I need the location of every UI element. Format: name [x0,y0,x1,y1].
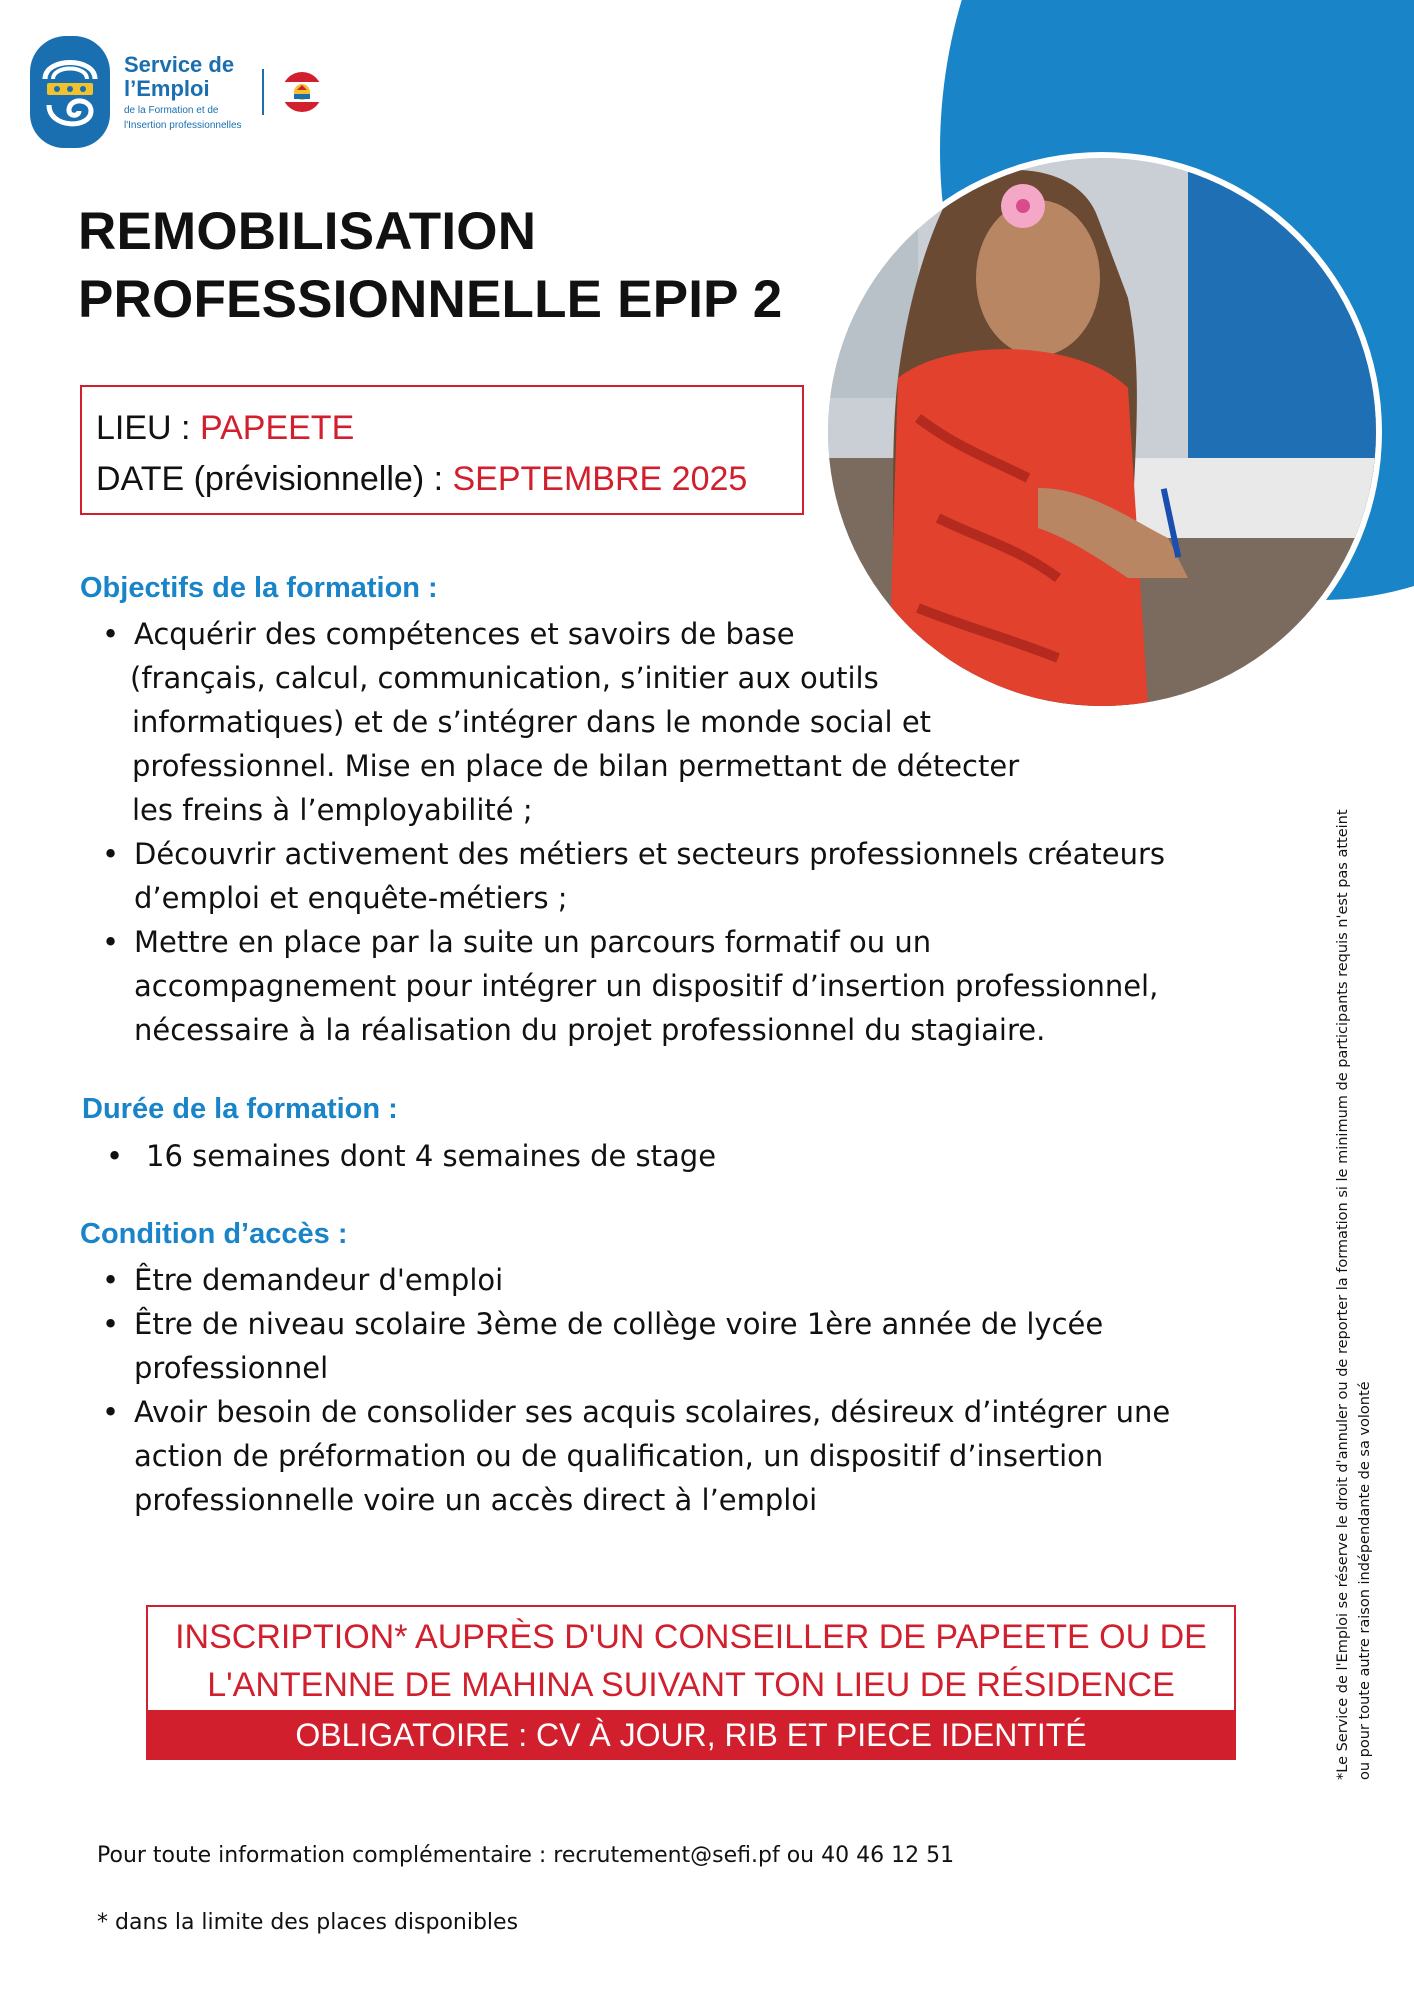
list-item [80,612,1165,832]
bullet-icon: • [102,1263,120,1297]
bullet-icon: • [102,837,120,871]
location-value: PAPEETE [199,409,355,447]
list-item-line: d’emploi et enquête-métiers ; [134,881,568,915]
logo-text [124,53,242,131]
bullet-icon: • [102,925,120,959]
list-item [80,832,1165,920]
list-item-line: (français, calcul, communication, s’initier aux outils [130,661,879,695]
logo-divider [262,69,264,115]
list-item-line: Être demandeur d'emploi [134,1263,504,1297]
list-item [80,920,1165,1052]
page-title [78,198,838,334]
disclaimer-line1: *Le Service de l'Emploi se réserve le droit d'annuler ou de reporter la formation si le minimum de participants requis n'est pas atteint [1335,809,1351,1780]
logo-title-line1: Service de [124,52,235,77]
sefi-logo [30,36,322,148]
logo-title-line2: l’Emploi [124,76,210,101]
logo-subtitle-line1: de la Formation et de [124,105,219,116]
list-item [80,1302,1170,1390]
location-date-box [80,385,804,515]
contact-info: Pour toute information complémentaire : recrutement@sefi.pf ou 40 46 12 51 [97,1843,955,1868]
title-line1: REMOBILISATION [78,202,537,261]
location-label: LIEU : [96,409,200,447]
bullet-icon: • [106,1139,124,1173]
duration-list [80,1134,716,1178]
access-condition-list [80,1258,1170,1522]
list-item-line: les freins à l’employabilité ; [132,793,533,827]
location-row [96,403,788,454]
list-item-line: Découvrir activement des métiers et secteurs professionnels créateurs [134,837,1166,871]
list-item-line: nécessaire à la réalisation du projet professionnel du stagiaire. [134,1013,1046,1047]
disclaimer-line2: ou pour toute autre raison indépendante de sa volonté [1357,1381,1373,1780]
access-condition-heading: Condition d’accès : [80,1218,348,1250]
cancellation-disclaimer [1332,590,1376,1780]
date-label: DATE (prévisionnelle) : [96,460,453,498]
objectives-heading: Objectifs de la formation : [80,572,438,604]
list-item-line: action de préformation ou de qualification, un dispositif d’insertion [134,1439,1104,1473]
list-item-line: professionnel [134,1351,329,1385]
footnote: * dans la limite des places disponibles [97,1910,519,1935]
list-item-line: Être de niveau scolaire 3ème de collège voire 1ère année de lycée [134,1307,1104,1341]
bullet-icon: • [102,1395,120,1429]
registration-line1: INSCRIPTION* AUPRÈS D'UN CONSEILLER DE PAPEETE OU DE [175,1618,1207,1656]
list-item [80,1390,1170,1522]
date-value: SEPTEMBRE 2025 [452,460,748,498]
logo-subtitle-line2: l'Insertion professionnelles [124,120,242,131]
list-item-line: 16 semaines dont 4 semaines de stage [146,1139,717,1173]
list-item [80,1134,716,1178]
bullet-icon: • [102,1307,120,1341]
sefi-emblem-icon [30,36,110,148]
date-row [96,454,788,505]
list-item-line: informatiques) et de s’intégrer dans le monde social et [132,705,932,739]
registration-notice [146,1605,1236,1715]
title-line2: PROFESSIONNELLE EPIP 2 [78,270,783,329]
duration-heading: Durée de la formation : [82,1093,398,1125]
list-item-line: Avoir besoin de consolider ses acquis scolaires, désireux d’intégrer une [134,1395,1171,1429]
list-item-line: professionnelle voire un accès direct à l’emploi [134,1483,818,1517]
polynesia-flag-icon [282,72,322,112]
objectives-list [80,612,1165,1052]
list-item-line: accompagnement pour intégrer un dispositif d’insertion professionnel, [134,969,1159,1003]
list-item-line: professionnel. Mise en place de bilan permettant de détecter [132,749,1020,783]
registration-line2: L'ANTENNE DE MAHINA SUIVANT TON LIEU DE RÉSIDENCE [207,1666,1175,1704]
bullet-icon: • [102,617,120,651]
list-item-line: Acquérir des compétences et savoirs de base [134,617,795,651]
list-item [80,1258,1170,1302]
list-item-line: Mettre en place par la suite un parcours formatif ou un [134,925,932,959]
required-documents-banner: OBLIGATOIRE : CV À JOUR, RIB ET PIECE IDENTITÉ [146,1710,1236,1760]
